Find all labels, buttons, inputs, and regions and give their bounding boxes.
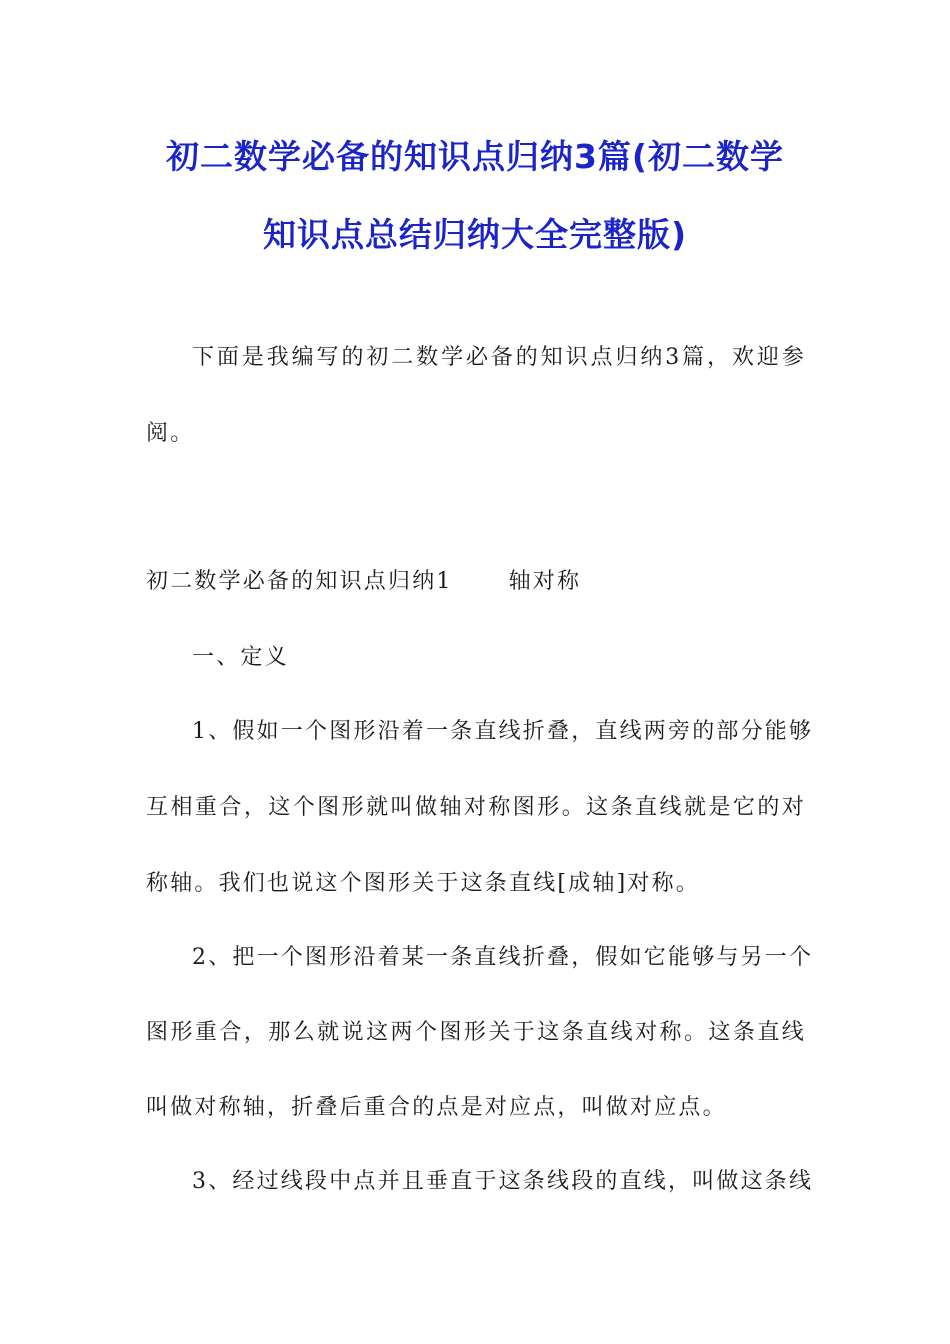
section-topic: 轴对称 <box>508 569 582 594</box>
title-line-1: 初二数学必备的知识点归纳3篇(初二数学 <box>165 137 785 176</box>
paragraph-1-line-3: 称轴。我们也说这个图形关于这条直线[成轴]对称。 <box>146 871 700 896</box>
paragraph-1-line-2: 互相重合，这个图形就叫做轴对称图形。这条直线就是它的对 <box>146 795 806 820</box>
title-line-2: 知识点总结归纳大全完整版) <box>262 215 688 254</box>
intro-line-1: 下面是我编写的初二数学必备的知识点归纳3篇，欢迎参 <box>192 345 806 370</box>
intro-line-2: 阅。 <box>146 421 195 446</box>
paragraph-3-line-1: 3、经过线段中点并且垂直于这条线段的直线，叫做这条线 <box>192 1169 814 1194</box>
section-heading: 初二数学必备的知识点归纳1 <box>146 569 453 594</box>
paragraph-2-line-1: 2、把一个图形沿着某一条直线折叠，假如它能够与另一个 <box>192 945 814 970</box>
section-heading-row <box>146 567 581 597</box>
paragraph-2-line-2: 图形重合，那么就说这两个图形关于这条直线对称。这条直线 <box>146 1020 806 1045</box>
document-title <box>100 118 850 274</box>
subheading-definition: 一、定义 <box>192 645 289 670</box>
paragraph-2-line-3: 叫做对称轴，折叠后重合的点是对应点，叫做对应点。 <box>146 1095 727 1120</box>
paragraph-1-line-1: 1、假如一个图形沿着一条直线折叠，直线两旁的部分能够 <box>192 719 814 744</box>
